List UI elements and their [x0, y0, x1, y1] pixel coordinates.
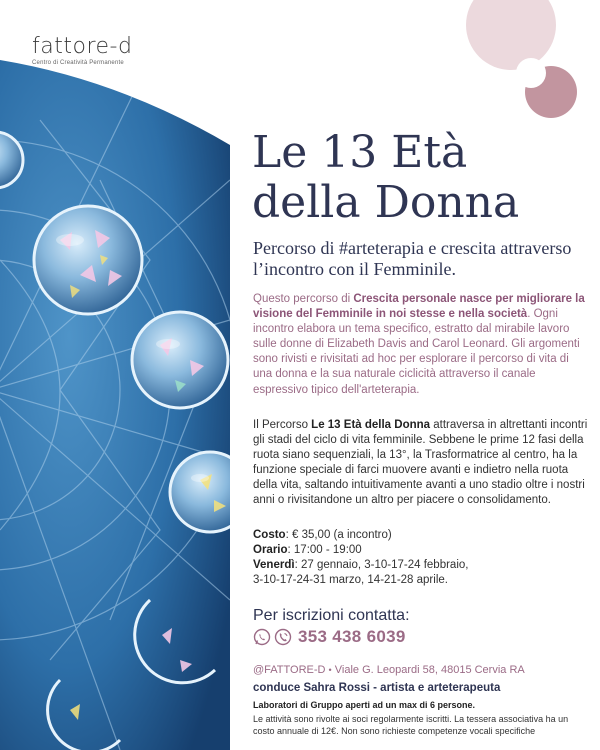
event-details: [253, 528, 588, 588]
cost-value: : € 35,00 (a incontro): [285, 529, 392, 541]
social-handle: @FATTORE-D: [253, 664, 326, 676]
description-pre: Il Percorso: [253, 419, 312, 431]
day-value: : 27 gennaio, 3-10-17-24 febbraio,: [294, 559, 469, 572]
day-row: [253, 558, 588, 573]
description-bold: Le 13 Età della Donna: [311, 419, 431, 431]
resin-art-photo: [0, 60, 230, 750]
address-line: [253, 664, 525, 676]
intro-pre: Questo percorso di: [253, 293, 354, 305]
subtitle: Percorso di #arteterapia e crescita attraverso l’incontro con il Femminile.: [253, 238, 572, 279]
intro-paragraph: [253, 292, 588, 398]
conductor-line: conduce Sahra Rossi - artista e arteterapeuta: [253, 682, 501, 694]
day-label: Venerdì: [253, 559, 295, 572]
title-line-2: della Donna: [252, 177, 520, 228]
time-row: [253, 543, 588, 558]
time-value: : 17:00 - 19:00: [287, 544, 362, 557]
contact-row: [253, 627, 406, 647]
decor-circle-large: [466, 0, 556, 70]
address-separator: •: [328, 665, 332, 675]
contact-label: Per iscrizioni contatta:: [253, 607, 410, 624]
cost-label: Costo: [253, 529, 286, 541]
membership-note: Le attività sono rivolte ai soci regolarmente iscritti. La tessera associativa ha un costo annuale di 12€. Non sono richieste competenze vocali specifiche: [253, 714, 569, 736]
phone-number[interactable]: 353 438 6039: [298, 627, 406, 646]
cost-row: [253, 528, 588, 543]
phone-icon: [274, 628, 292, 646]
intro-bold: Crescita personale nasce per migliorare la visione del Femminile in noi stesse e nella società: [253, 293, 585, 321]
group-note: Laboratori di Gruppo aperti ad un max di 6 persone.: [253, 700, 476, 710]
decor-circle-cutout: [516, 58, 546, 88]
intro-post: . Ogni incontro elabora un tema specifico, estratto dal mirabile lavoro sulle donne di Elizabeth Davis and Carol Leonard. Gli argomenti sono rivisti e rivisitati ad hoc per esplorare il percorso di vita di una donna e la sua naturale ciclicità attraverso il canale espressivo tipico dell'arteterapia.: [253, 308, 580, 396]
time-label: Orario: [253, 544, 288, 557]
brand-tagline: Centro di Creatività Permanente: [32, 60, 124, 66]
gem-circle-1: [34, 206, 142, 314]
brand-name: fattore-d: [32, 34, 133, 59]
whatsapp-icon: [253, 628, 271, 646]
page-title: [252, 128, 519, 228]
description-paragraph: [253, 418, 588, 509]
day-row-2: 3-10-17-24-31 marzo, 14-21-28 aprile.: [253, 574, 448, 587]
street-address: Viale G. Leopardi 58, 48015 Cervia RA: [334, 664, 525, 676]
title-line-1: Le 13 Età: [252, 127, 468, 178]
description-post: attraversa in altrettanti incontri gli stadi del ciclo di vita femminile. Sebbene le prime 12 fasi della ruota siano sequenziali, la 13°, la Trasformatrice al centro, ha la funzione speciale di farci muovere avanti e indietro nella ruota della vita, saltando intuitivamente avanti a uno stadio oltre i nostri anni o rivisitandone un altro per piacere o consolidamento.: [253, 419, 588, 507]
gem-circle-2: [132, 312, 228, 408]
